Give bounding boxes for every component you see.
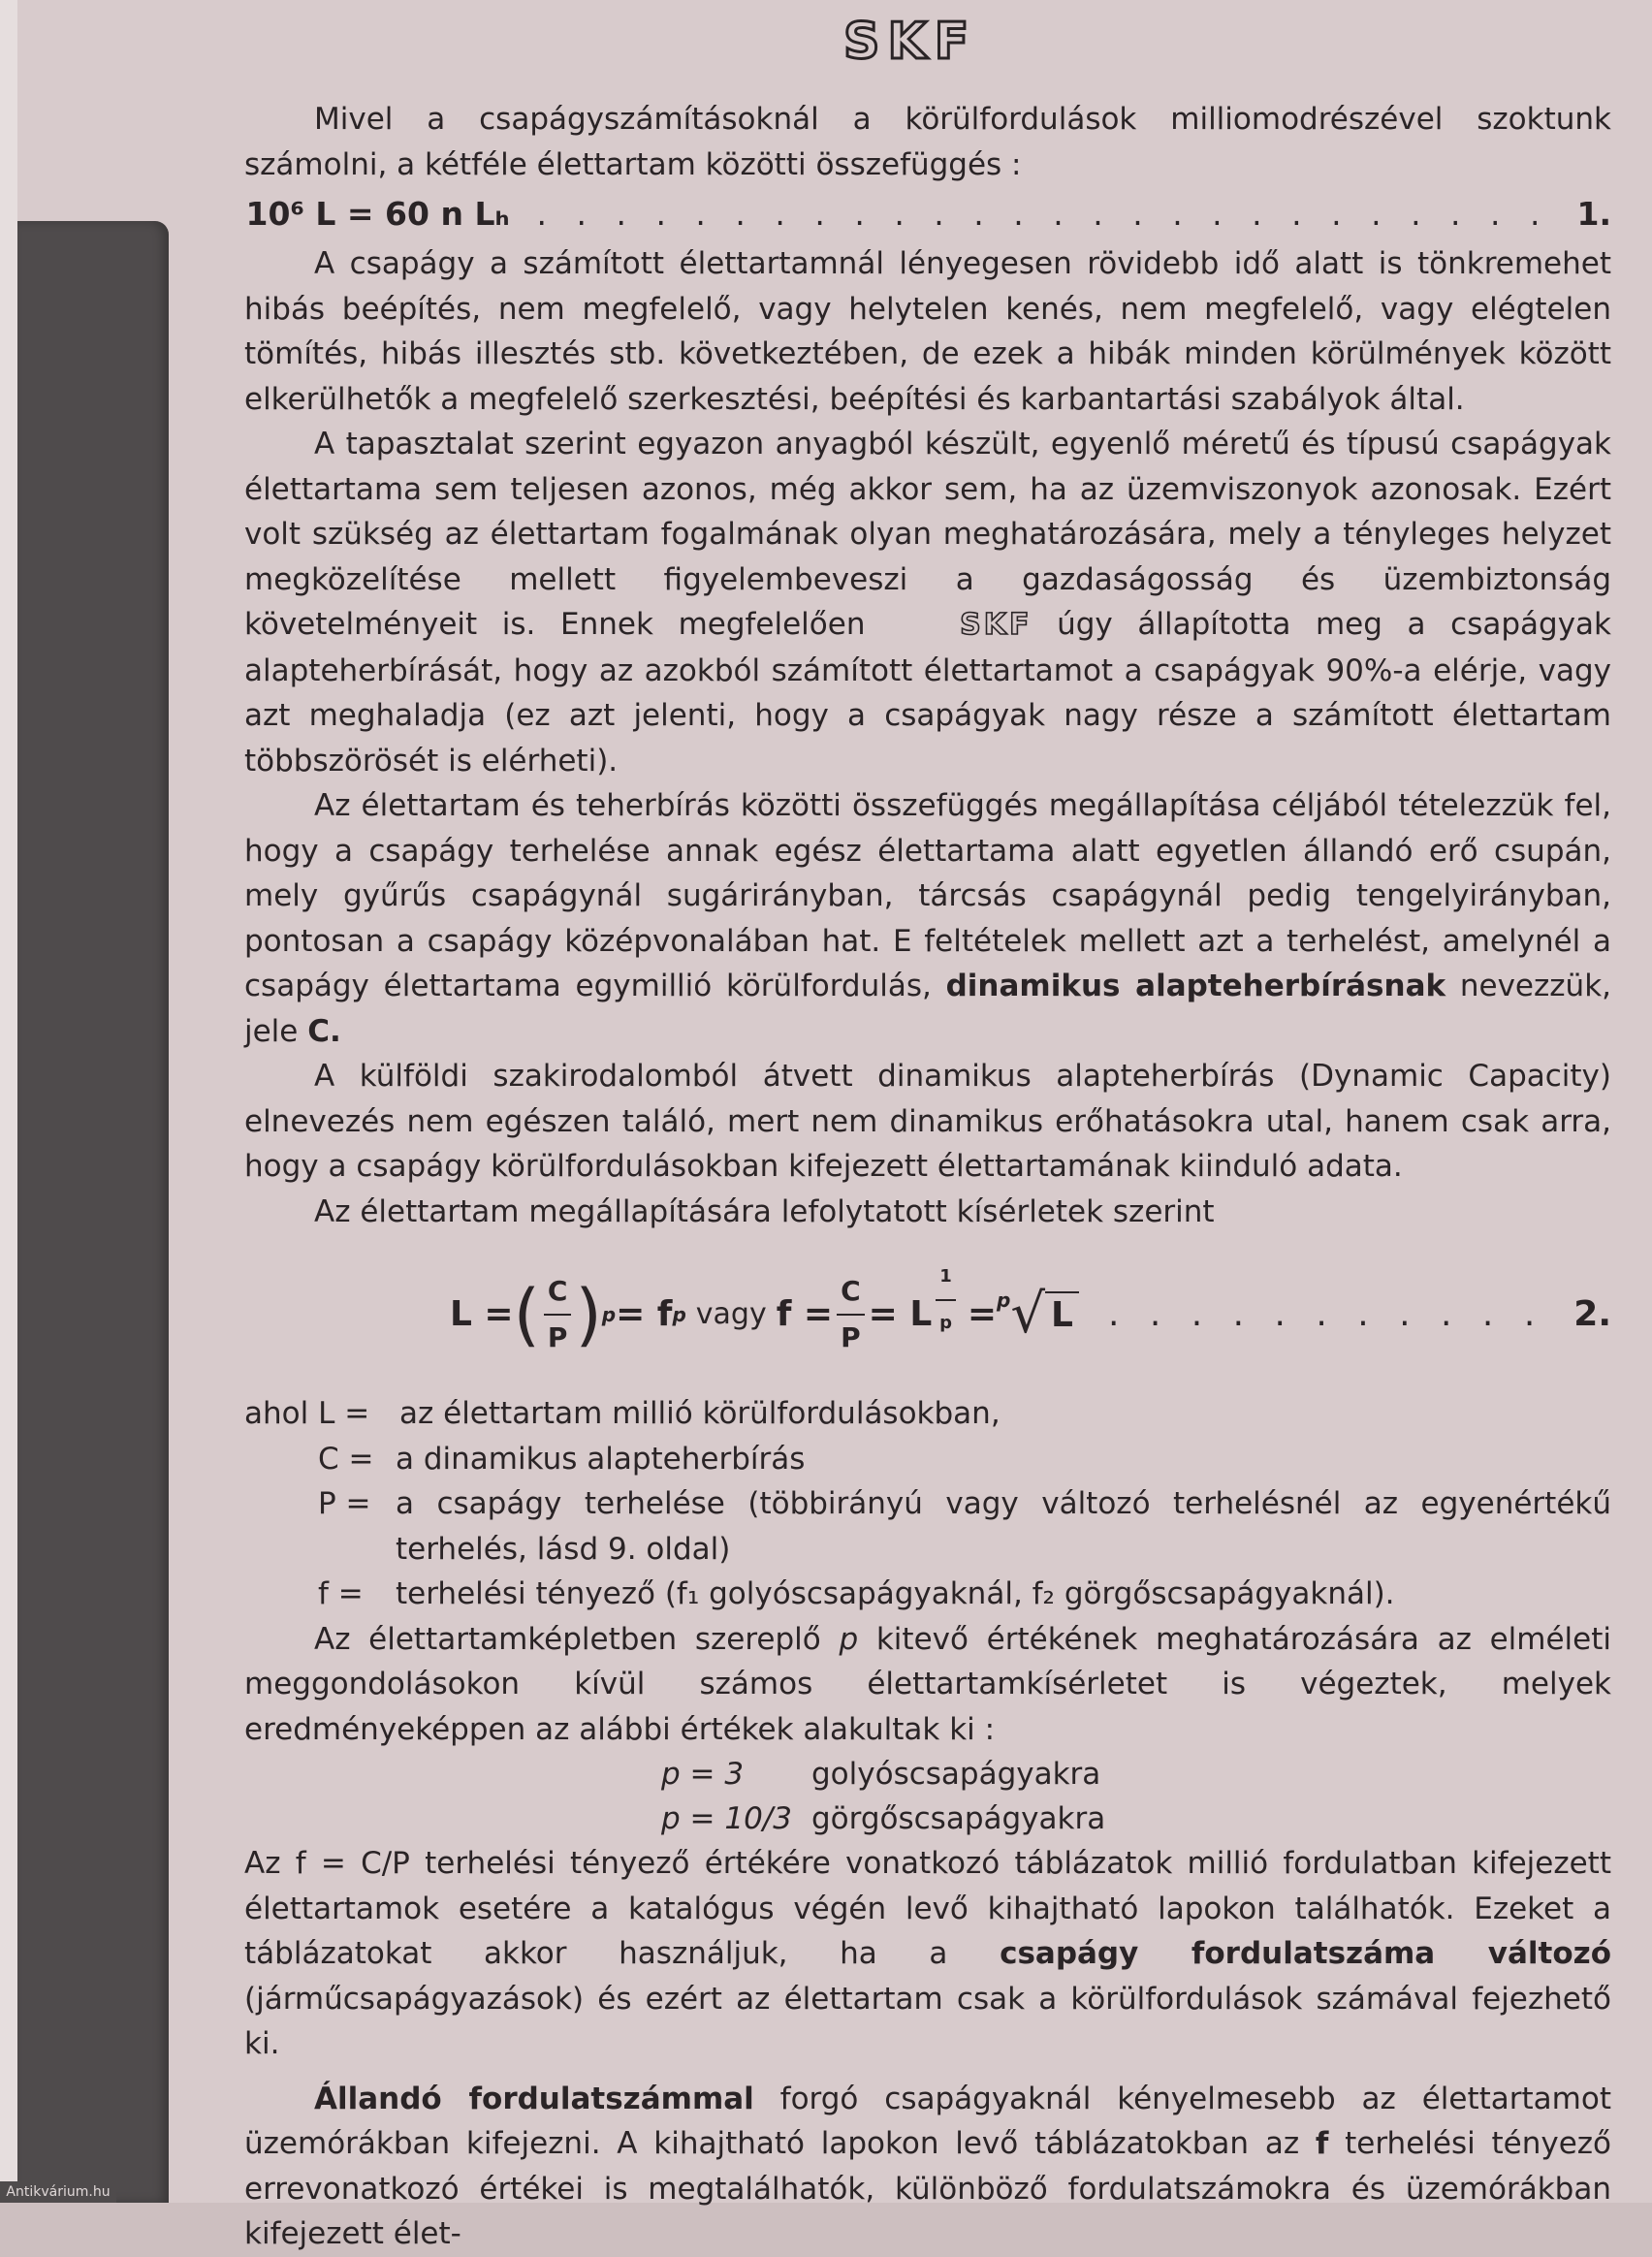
eq2-fraction-c-p-2	[837, 1269, 865, 1361]
paragraph-tables	[244, 1841, 1611, 2067]
value-row-ball	[661, 1752, 1611, 1796]
eq2-lhs: L =	[449, 1293, 514, 1334]
definition-label: ahol L =	[244, 1396, 370, 1431]
index-tab	[17, 221, 169, 2203]
paragraph-experiments: Az élettartam megállapítására lefolytatott kísérletek szerint	[314, 1193, 1215, 1229]
equation-2-number: 2.	[1573, 1293, 1611, 1334]
eq2-root-eq: =	[967, 1293, 997, 1334]
paragraph-capacity-text-b: nevezzük, jele	[244, 969, 1611, 1049]
equation-1	[244, 187, 1611, 241]
eq2-frac-den: P	[547, 1321, 568, 1353]
equation-2	[244, 1242, 1611, 1387]
definition-label: P =	[318, 1486, 371, 1521]
value-label: golyóscsapágyakra	[811, 1757, 1101, 1792]
equation-leader-dots: . . . . . . . . . . . . . . . . . . . . . . . . . .	[536, 194, 1550, 233]
eq2-paren-open: (	[513, 1275, 540, 1354]
term-variable-speed: csapágy fordulatszáma változó	[1000, 1936, 1612, 1971]
eq2-exponent-fraction	[936, 1255, 956, 1347]
paragraph-tables-text-a: Az f = C/P terhelési tényező értékére vonatkozó táblázatok millió fordulatban kifejezett élettartamok esetére a katalógus végén levő kihajtható lapokon találhatók. Ezeket a táblázatokat akkor használjuk, ha a	[244, 1846, 1611, 1971]
value-label: görgőscsapágyakra	[811, 1801, 1106, 1836]
paragraph-exponent-text-a: Az élettartamképletben szereplő	[314, 1621, 821, 1657]
paragraph-exponent-text-b: kitevő értékének meghatározására az elméleti meggondolásokon kívül számos élettartamkísérletet is végeztek, melyek eredményeképpen az alábbi értékek alakultak ki :	[244, 1621, 1611, 1747]
paragraph-experience	[244, 422, 1611, 783]
paragraph-intro: Mivel a csapágyszámításoknál a körülfordulások milliomodrészével szoktunk számolni, a kétféle élettartam közötti összefüggés :	[244, 102, 1611, 182]
sqrt-icon: √	[1010, 1282, 1045, 1346]
definition-label: C =	[318, 1441, 374, 1477]
eq2-exponent-p-2: p	[672, 1302, 686, 1326]
eq2-root-index: p	[996, 1287, 1011, 1312]
document-body	[244, 97, 1611, 2257]
eq2-f-eq: f =	[776, 1293, 834, 1334]
definition-text: a csapágy terhelése (többirányú vagy változó terhelésnél az egyenértékű terhelés, lásd 9. oldal)	[396, 1486, 1611, 1567]
term-constant-speed: Állandó fordulatszámmal	[314, 2081, 754, 2116]
skf-logo-inline: SKF	[960, 608, 1032, 642]
paragraph-exponent	[244, 1617, 1611, 1753]
symbol-p: p	[839, 1621, 859, 1657]
equation-leader-dots-2: . . . . . . . . . . .	[1107, 1293, 1545, 1334]
definition-text: az élettartam millió körülfordulásokban,	[399, 1396, 1001, 1431]
equation-1-number: 1.	[1576, 194, 1611, 233]
eq2-exponent-p: p	[601, 1302, 617, 1326]
eq2-radicand: L	[1045, 1291, 1079, 1339]
value-row-roller	[661, 1796, 1611, 1841]
definitions-list	[244, 1391, 1611, 1617]
eq2-paren-close: )	[575, 1275, 602, 1354]
eq2-frac2-den: P	[841, 1321, 861, 1353]
paragraph-constant-text-b: terhelési tényező errevonatkozó értékei is megtalálhatók, különböző fordulatszámokra és üzemórákban kifejezett élet-	[244, 2126, 1612, 2251]
paragraph-experience-text-a: A tapasztalat szerint egyazon anyagból készült, egyenlő méretű és típusú csapágyak élettartama sem teljesen azonos, még akkor sem, ha az üzemviszonyok azonosak. Ezért volt szükség az élettartam fogalmának olyan meghatározására, mely a tényleges helyzet megközelítése mellett figyelembeveszi a gazdaságosság és üzembiztonság követelményeit is. Ennek megfelelően	[244, 427, 1611, 642]
eq2-fraction-c-p	[544, 1269, 572, 1361]
eq2-exp-num: 1	[936, 1255, 956, 1302]
paragraph-experience-text-b: úgy állapította meg a csapágyak alapteherbírását, hogy az azokból számított élettartamot a csapágyak 90%-a elérje, vagy azt meghaladja (ez azt jelenti, hogy a csapágyak nagy része a számított élettartam többszörösét is elérheti).	[244, 607, 1611, 779]
equation-1-body: 10⁶ L = 60 n Lₕ	[245, 194, 510, 233]
eq2-exp-den: p	[939, 1313, 952, 1333]
paragraph-constant-text-a: forgó csapágyaknál kényelmesebb az élettartamot üzemórákban kifejezni. A kihajtható lapokon levő táblázatokban az	[244, 2081, 1611, 2161]
definition-p	[318, 1481, 1611, 1572]
paragraph-constant	[244, 2077, 1611, 2257]
term-dynamic-capacity: dinamikus alapteherbírásnak	[945, 969, 1446, 1003]
eq2-mid: = f	[616, 1293, 673, 1334]
definition-l	[244, 1391, 1611, 1437]
definition-text: a dinamikus alapteherbírás	[396, 1441, 806, 1477]
skf-logo: SKF	[843, 13, 977, 71]
exponent-values	[244, 1752, 1611, 1841]
symbol-f: f	[1315, 2126, 1329, 2161]
watermark: Antikvárium.hu	[0, 2181, 116, 2203]
value-p: p = 10/3	[661, 1801, 792, 1836]
definition-f	[318, 1572, 1611, 1617]
paragraph-foreign: A külföldi szakirodalomból átvett dinamikus alapteherbírás (Dynamic Capacity) elnevezés nem egészen találó, mert nem dinamikus erőhatásokra utal, hanem csak arra, hogy a csapágy körülfordulásokban kifejezett élettartamának kiinduló adata.	[244, 1059, 1611, 1184]
definition-text: terhelési tényező (f₁ golyóscsapágyaknál, f₂ görgőscsapágyaknál).	[396, 1576, 1395, 1611]
paragraph-capacity-text-a: Az élettartam és teherbírás közötti összefüggés megállapítása céljából tételezzük fel, hogy a csapágy terhelése annak egész élettartama alatt egyetlen állandó erő csupán, mely gyűrűs csapágynál sugárirányban, tárcsás csapágynál pedig tengelyirányban, pontosan a csapágy középvonalában hat. E feltételek mellett azt a terhelést, amelynél a csapágy élettartama egymillió körülfordulás,	[244, 788, 1611, 1003]
value-p: p = 3	[661, 1757, 745, 1792]
definition-label: f =	[318, 1576, 364, 1611]
definition-c	[318, 1437, 1611, 1482]
paragraph-tables-text-b: (járműcsapágyazások) és ezért az élettartam csak a körülfordulások számával fejezhető ki.	[244, 1981, 1611, 2061]
paragraph-capacity	[244, 783, 1611, 1054]
symbol-c: C.	[307, 1013, 341, 1049]
eq2-frac-num: C	[544, 1269, 572, 1317]
paragraph-defects: A csapágy a számított élettartamnál lényegesen rövidebb idő alatt is tönkremehet hibás beépítés, nem megfelelő, vagy helytelen kenés, nem megfelelő, vagy elégtelen tömítés, hibás illesztés stb. következtében, de ezek a hibák minden körülmények között elkerülhetők a megfelelő szerkesztési, beépítési és karbantartási szabályok által.	[244, 246, 1611, 417]
eq2-l-eq: = L	[868, 1293, 933, 1334]
page-edge	[0, 0, 17, 2203]
eq2-vagy: vagy	[695, 1296, 767, 1331]
eq2-frac2-num: C	[837, 1269, 865, 1317]
